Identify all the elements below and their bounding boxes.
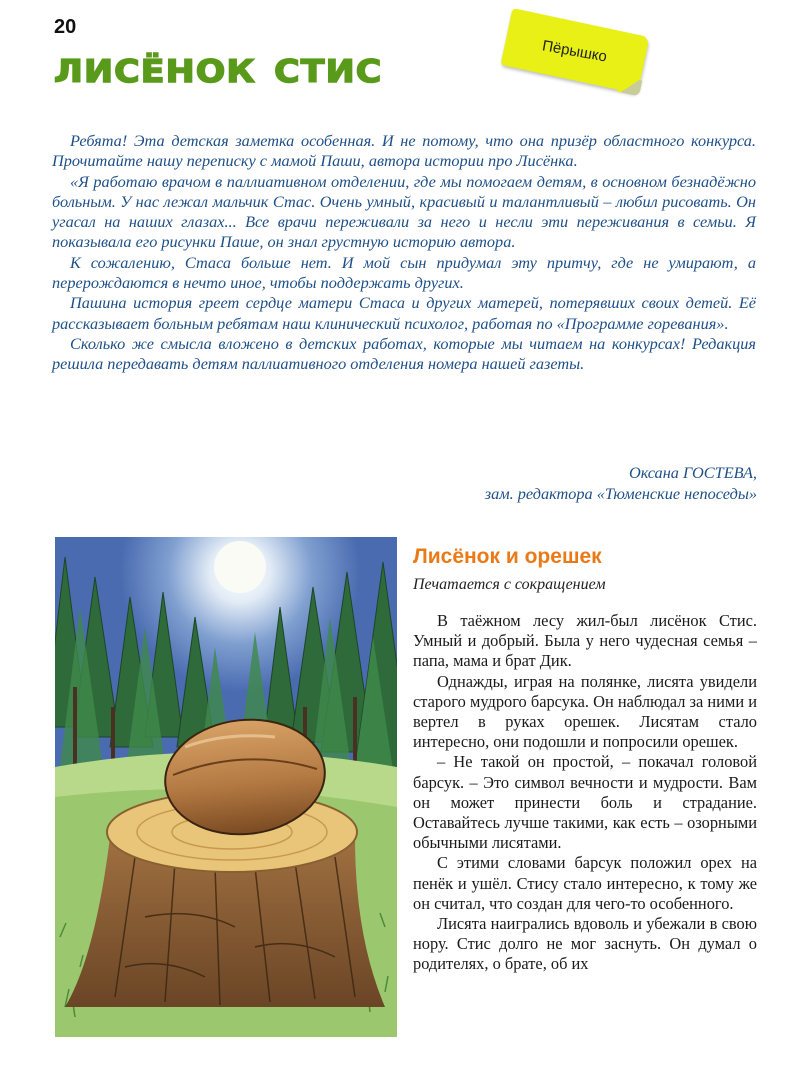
forest-walnut-illustration (55, 537, 397, 1037)
page-title: лисёнок стис (54, 42, 383, 93)
story-paragraph: – Не такой он простой, – покачал головой барсук. – Это символ вечности и мудрости. Вам он может принести боль и страдание. Оставайтесь лучше такими, как есть – озорными обычными лисятами. (413, 752, 757, 853)
signature-name: Оксана ГОСТЕВА, (629, 463, 757, 482)
sticker-label: Пёрышко (541, 36, 609, 66)
page-number: 20 (54, 16, 77, 38)
story-body (413, 611, 757, 975)
intro-paragraph: К сожалению, Стаса больше нет. И мой сын придумал эту притчу, где не умирают, а перерождаются в нечто иное, чтобы поддержать других. (52, 252, 756, 293)
story-paragraph: Однажды, играя на полянке, лисята увидели старого мудрого барсука. Он наблюдал за ними и вертел в руках орешек. Лисятам стало интересно, они подошли и попросили орешек. (413, 671, 757, 752)
story-paragraph: Лисята наигрались вдоволь и убежали в свою нору. Стис долго не мог заснуть. Он думал о родителях, о брате, об их (413, 914, 757, 974)
intro-paragraph: «Я работаю врачом в паллиативном отделении, где мы помогаем детям, в основном безнадёжно больным. У нас лежал мальчик Стас. Очень умный, красивый и талантливый – любил рисовать. Он угасал на наших глазах... Все врачи переживали за него и несли эти переживания в семьи. Я показывала его рисунки Паше, он знал грустную историю автора. (52, 171, 756, 252)
intro-paragraph: Сколько же смысла вложено в детских работах, которые мы читаем на конкурсах! Редакция решила передавать детям паллиативного отделения номера нашей газеты. (52, 333, 756, 374)
intro-paragraph: Ребята! Эта детская заметка особенная. И не потому, что она призёр областного конкурса. Прочитайте нашу переписку с мамой Паши, автора истории про Лисёнка. (52, 131, 756, 171)
story-paragraph: В таёжном лесу жил-был лисёнок Стис. Умный и добрый. Была у него чудесная семья – папа, мама и брат Дик. (413, 611, 757, 671)
signature (485, 462, 757, 504)
story-title: Лисёнок и орешек (413, 545, 602, 568)
story-paragraph: С этими словами барсук положил орех на пенёк и ушёл. Стису стало интересно, к тому же он считал, что создан для чего-то особенного. (413, 853, 757, 913)
intro-text (52, 131, 756, 375)
signature-role: зам. редактора «Тюменские непоседы» (484, 484, 757, 503)
intro-paragraph: Пашина история греет сердце матери Стаса и других матерей, потерявших своих детей. Её рассказывает больным ребятам наш клинический психолог, работая по «Программе горевания». (52, 293, 756, 333)
section-sticker (501, 8, 650, 94)
story-subtitle: Печатается с сокращением (413, 576, 606, 593)
page-curl (617, 76, 642, 96)
